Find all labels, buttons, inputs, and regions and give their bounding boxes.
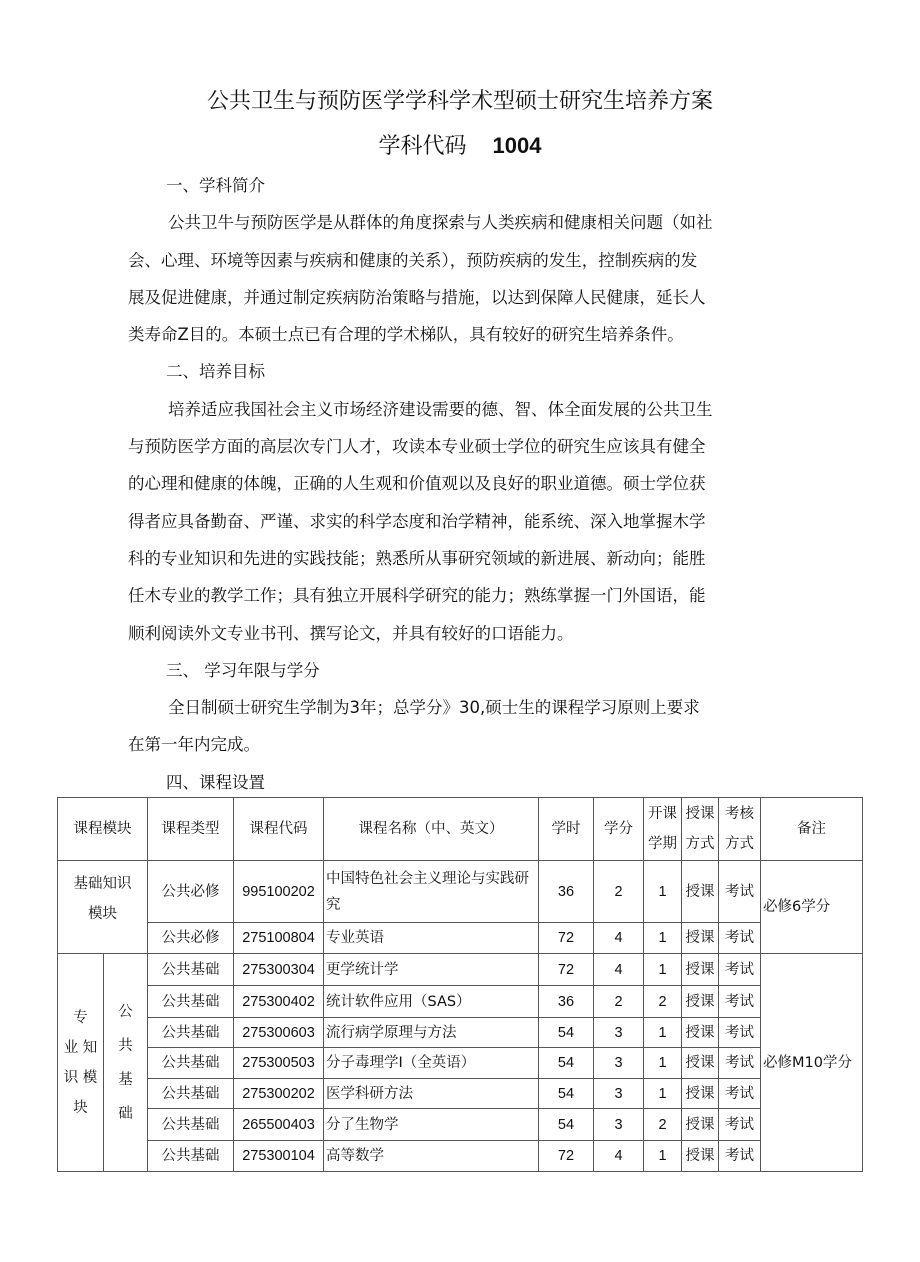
course-type: 公共基础: [148, 1109, 234, 1141]
course-code: 275300603: [234, 1018, 324, 1048]
teaching-method: 授课: [682, 1109, 719, 1141]
course-type: 公共基础: [148, 1141, 234, 1172]
module-cell: 专 业 知 识 模 块: [58, 954, 104, 1172]
course-code: 275300402: [234, 986, 324, 1018]
table-row: [58, 954, 863, 986]
teaching-method: 授课: [682, 954, 719, 986]
document-body: [128, 167, 778, 801]
course-name: 分子毒理学I（全英语）: [324, 1048, 539, 1079]
paragraph-line: 全日制硕士研究生学制为3年；总学分》30,硕士生的课程学习原则上要求: [168, 698, 700, 718]
table-row: [58, 1079, 863, 1109]
table-row: [58, 1141, 863, 1172]
table-row: [58, 986, 863, 1018]
hours: 54: [539, 1018, 594, 1048]
section-heading: 一、学科简介: [166, 176, 265, 195]
hours: 72: [539, 923, 594, 954]
assessment-method: 考试: [719, 986, 761, 1018]
paragraph-line: 培养适应我国社会主义市场经济建设需要的德、智、体全面发展的公共卫生: [168, 399, 713, 419]
column-header: 开课学期: [644, 798, 682, 861]
hours: 54: [539, 1109, 594, 1141]
column-header: 课程代码: [234, 798, 324, 861]
paragraph-line: 与预防医学方面的高层次专门人才，攻读本专业硕士学位的研究生应该具有健全: [128, 437, 706, 457]
module-cell: 基础知识 模块: [58, 861, 148, 954]
course-code: 275300202: [234, 1079, 324, 1109]
table-header-row: [58, 798, 863, 861]
teaching-method: 授课: [682, 861, 719, 923]
document-title: 公共卫生与预防医学学科学术型硕士研究生培养方案: [206, 89, 713, 114]
note-cell: 必修M10学分: [761, 954, 863, 1172]
paragraph-line: 在第一年内完成。: [128, 735, 260, 755]
table-row: [58, 1048, 863, 1079]
course-type: 公共必修: [148, 923, 234, 954]
course-type: 公共基础: [148, 954, 234, 986]
column-header: 课程类型: [148, 798, 234, 861]
assessment-method: 考试: [719, 1018, 761, 1048]
table-row: [58, 1109, 863, 1141]
discipline-code-label: 学科代码: [378, 134, 467, 159]
teaching-method: 授课: [682, 986, 719, 1018]
course-type: 公共必修: [148, 861, 234, 923]
note-cell: 必修6学分: [761, 861, 863, 954]
course-code: 275300503: [234, 1048, 324, 1079]
semester: 1: [644, 954, 682, 986]
course-type: 公共基础: [148, 1079, 234, 1109]
course-type: 公共基础: [148, 1018, 234, 1048]
semester: 1: [644, 861, 682, 923]
discipline-code: [0, 129, 920, 160]
semester: 1: [644, 1079, 682, 1109]
credits: 2: [594, 986, 644, 1018]
discipline-code-value: 1004: [492, 133, 542, 158]
course-name: 流行病学原理与方法: [324, 1018, 539, 1048]
assessment-method: 考试: [719, 1048, 761, 1079]
credits: 4: [594, 954, 644, 986]
table-row: [58, 1018, 863, 1048]
section-heading: 四、课程设置: [166, 772, 265, 792]
credits: 3: [594, 1079, 644, 1109]
credits: 3: [594, 1018, 644, 1048]
course-name: 高等数学: [324, 1141, 539, 1172]
semester: 2: [644, 1109, 682, 1141]
paragraph-line: 会、心理、环境等因素与疾病和健康的关系），预防疾病的发生，控制疾病的发: [128, 250, 698, 270]
column-header: 备注: [761, 798, 863, 861]
course-type: 公共基础: [148, 1048, 234, 1079]
teaching-method: 授课: [682, 1141, 719, 1172]
column-header: 课程模块: [58, 798, 148, 861]
course-code: 265500403: [234, 1109, 324, 1141]
paragraph-line: 任木专业的教学工作；具有独立开展科学研究的能力；熟练掌握一门外国语，能: [128, 586, 706, 606]
hours: 36: [539, 986, 594, 1018]
paragraph-line: 科的专业知识和先进的实践技能；熟悉所从事研究领域的新进展、新动向；能胜: [128, 548, 706, 568]
column-header: 课程名称（中、英文）: [324, 798, 539, 861]
course-name: 专业英语: [324, 923, 539, 954]
semester: 2: [644, 986, 682, 1018]
semester: 1: [644, 923, 682, 954]
credits: 4: [594, 923, 644, 954]
teaching-method: 授课: [682, 1048, 719, 1079]
paragraph-line: 的心理和健康的体魄，正确的人生观和价值观以及良好的职业道德。硕士学位获: [128, 474, 706, 494]
course-code: 275300304: [234, 954, 324, 986]
hours: 72: [539, 1141, 594, 1172]
section-heading: 三、 学习年限与学分: [166, 660, 320, 680]
hours: 54: [539, 1048, 594, 1079]
course-name: 医学科研方法: [324, 1079, 539, 1109]
semester: 1: [644, 1141, 682, 1172]
paragraph-line: 类寿命Z目的。本硕士点已有合理的学术梯队，具有较好的研究生培养条件。: [128, 325, 684, 345]
table-row: [58, 861, 863, 923]
assessment-method: 考试: [719, 1109, 761, 1141]
teaching-method: 授课: [682, 923, 719, 954]
paragraph-line: 得者应具备勤奋、严谨、求实的科学态度和治学精神，能系统、深入地掌握木学: [128, 511, 706, 531]
hours: 36: [539, 861, 594, 923]
assessment-method: 考试: [719, 923, 761, 954]
credits: 3: [594, 1048, 644, 1079]
column-header: 学时: [539, 798, 594, 861]
column-header: 考核方式: [719, 798, 761, 861]
course-code: 275100804: [234, 923, 324, 954]
paragraph-line: 公共卫牛与预防医学是从群体的角度探索与人类疾病和健康相关问题（如社: [168, 213, 713, 233]
assessment-method: 考试: [719, 861, 761, 923]
course-table: [57, 797, 863, 1172]
hours: 72: [539, 954, 594, 986]
credits: 2: [594, 861, 644, 923]
paragraph-line: 展及促进健康，并通过制定疾病防治策略与措施，以达到保障人民健康，延长人: [128, 287, 706, 307]
table-row: [58, 923, 863, 954]
teaching-method: 授课: [682, 1018, 719, 1048]
credits: 3: [594, 1109, 644, 1141]
assessment-method: 考试: [719, 1079, 761, 1109]
course-type: 公共基础: [148, 986, 234, 1018]
course-name: 中国特色社会主义理论与实践研究: [324, 861, 539, 923]
credits: 4: [594, 1141, 644, 1172]
course-name: 分了生物学: [324, 1109, 539, 1141]
semester: 1: [644, 1048, 682, 1079]
submodule-cell: 公 共 基 础: [104, 954, 148, 1172]
paragraph-line: 顺利阅读外文专业书刊、撰写论文，并具有较好的口语能力。: [128, 623, 574, 643]
hours: 54: [539, 1079, 594, 1109]
column-header: 授课方式: [682, 798, 719, 861]
course-code: 275300104: [234, 1141, 324, 1172]
semester: 1: [644, 1018, 682, 1048]
assessment-method: 考试: [719, 954, 761, 986]
section-heading: 二、培养目标: [166, 362, 265, 382]
course-code: 995100202: [234, 861, 324, 923]
course-name: 统计软件应用（SAS）: [324, 986, 539, 1018]
teaching-method: 授课: [682, 1079, 719, 1109]
course-name: 更学统计学: [324, 954, 539, 986]
column-header: 学分: [594, 798, 644, 861]
assessment-method: 考试: [719, 1141, 761, 1172]
